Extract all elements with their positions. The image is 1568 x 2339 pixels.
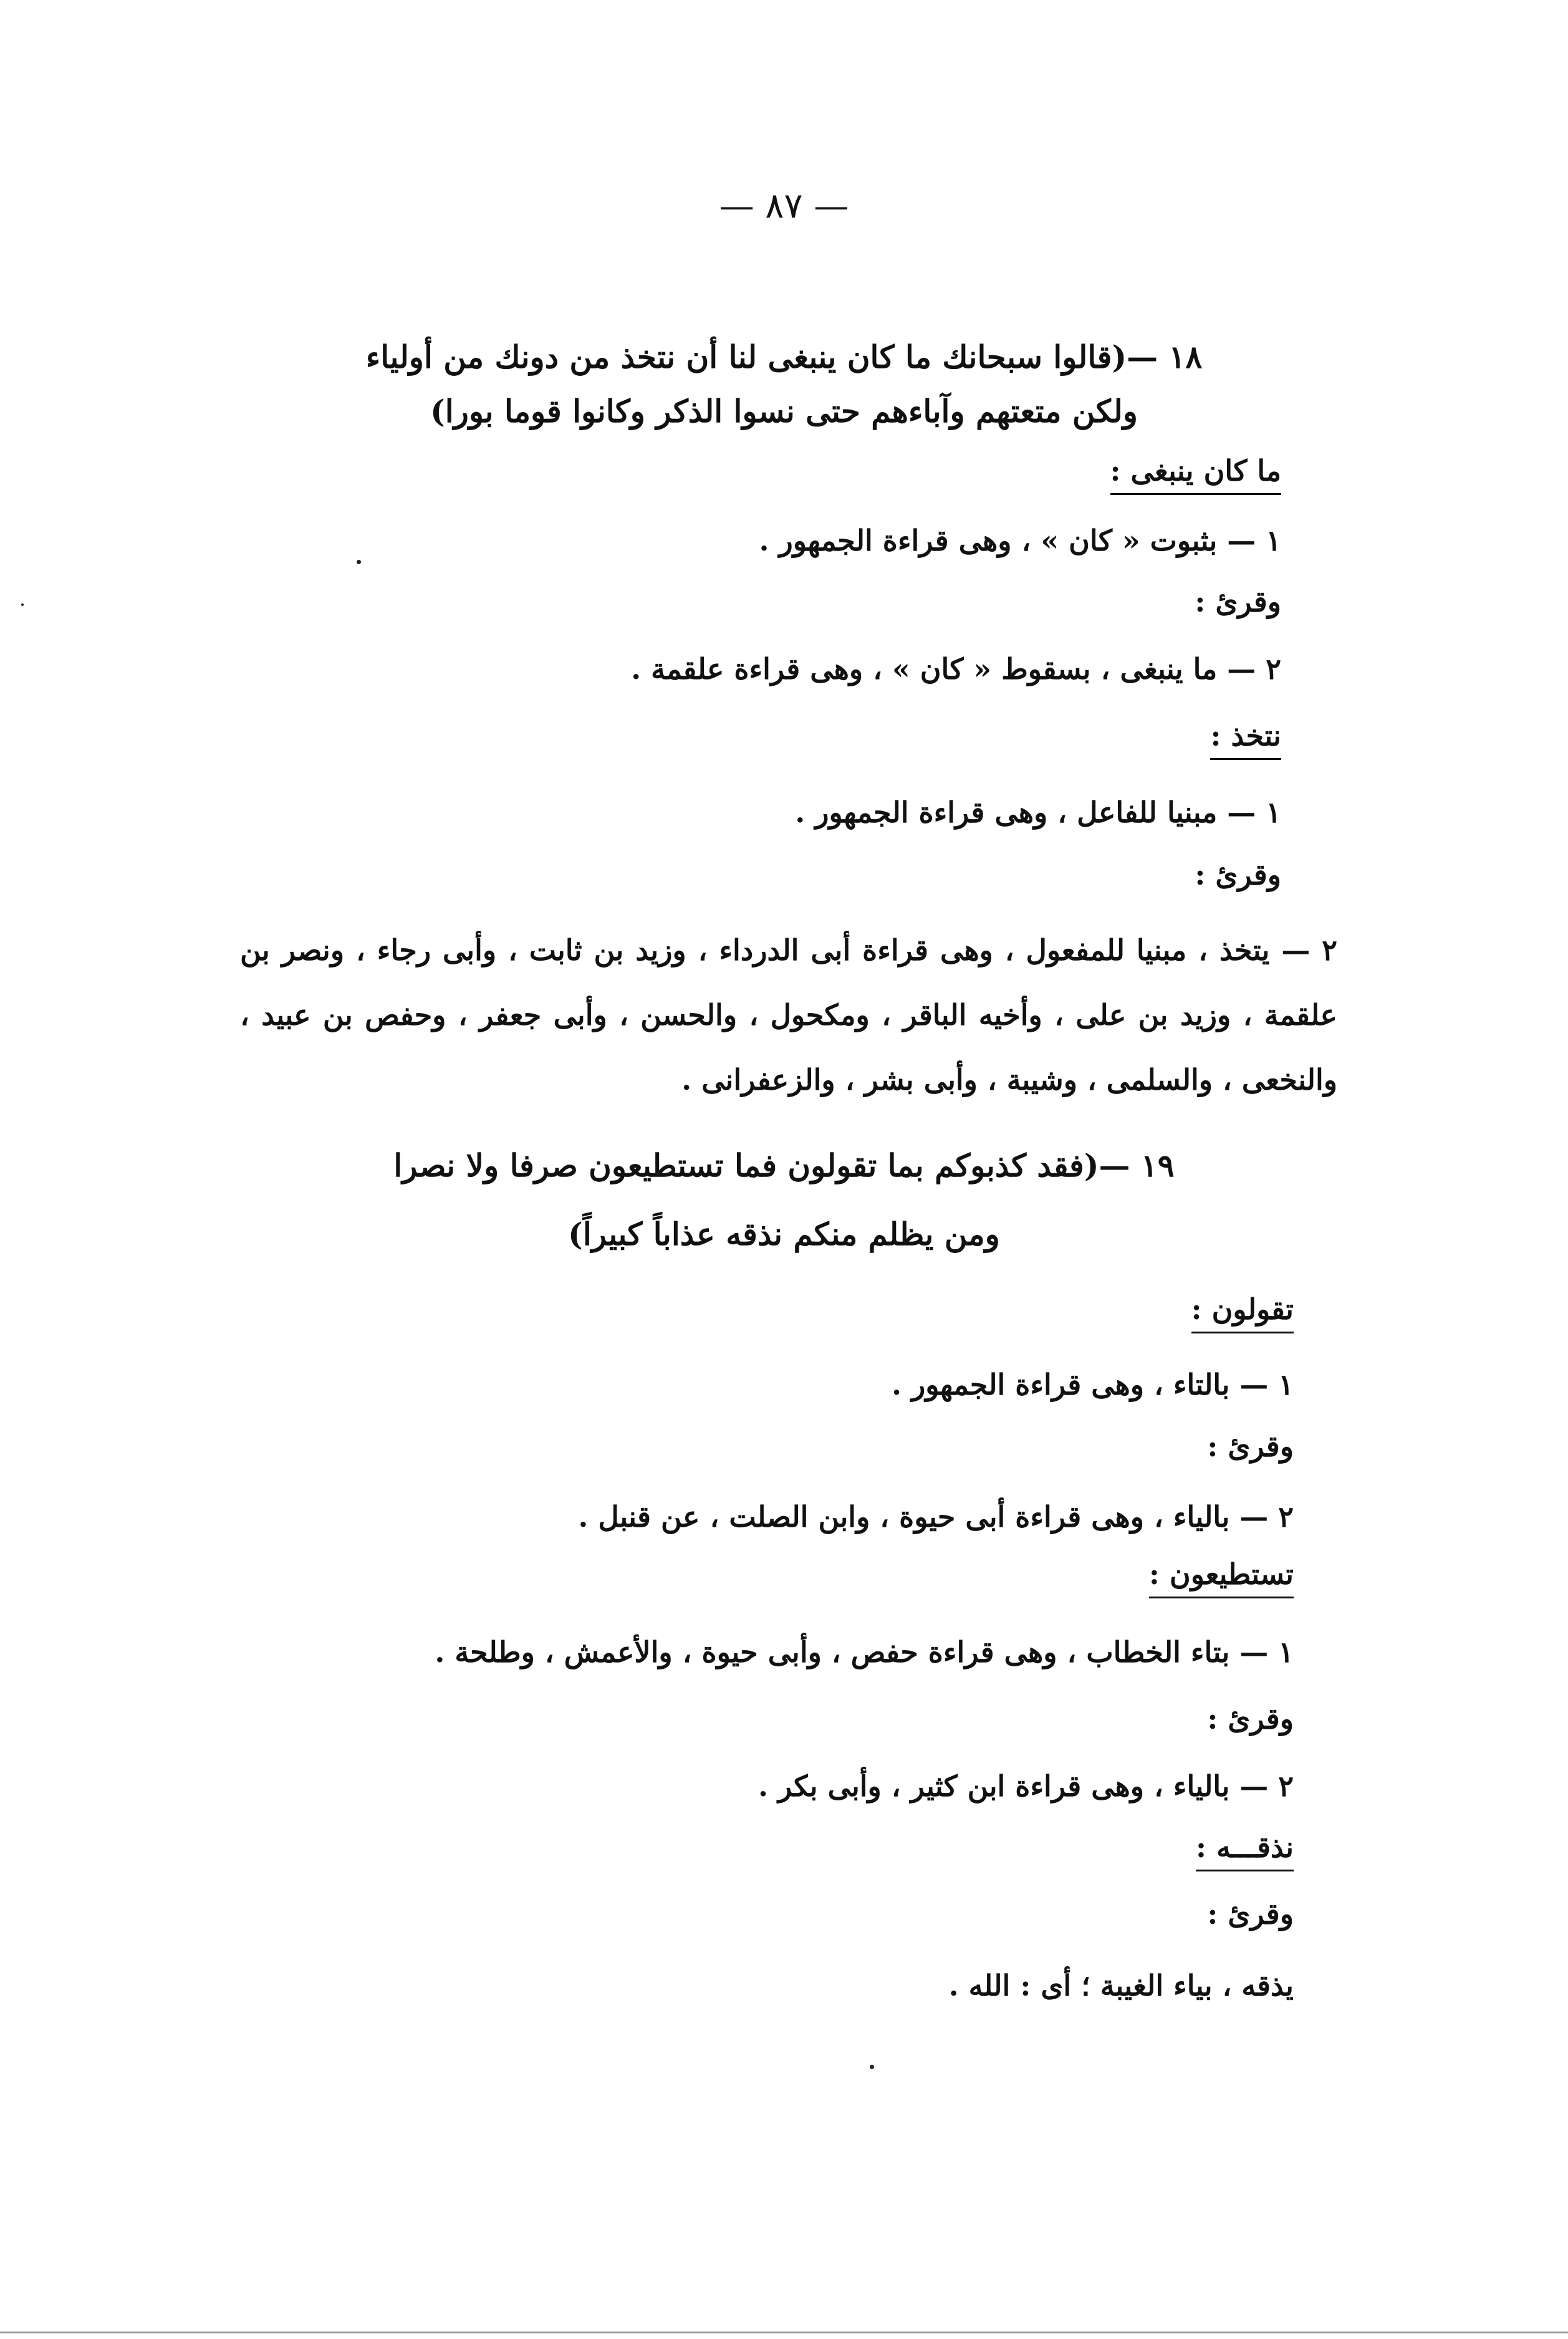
reading-item-2: ٢ — بالياء ، وهى قراءة أبى حيوة ، وابن الصلت ، عن قنبل . — [578, 1500, 1294, 1534]
also-read-label: وقرئ : — [1195, 585, 1281, 618]
reading-item-1: ١ — بتاء الخطاب ، وهى قراءة حفص ، وأبى حيوة ، والأعمش ، وطلحة . — [435, 1635, 1294, 1669]
also-read-label: وقرئ : — [1207, 1897, 1294, 1931]
section-heading-ma-kana: ما كان ينبغى : — [1110, 455, 1281, 495]
scan-speck — [357, 560, 361, 564]
reading-item-1: ١ — بثبوت « كان » ، وهى قراءة الجمهور . — [759, 524, 1281, 557]
page-bottom-border — [0, 2332, 1568, 2333]
scan-speck — [21, 603, 24, 606]
scan-speck — [870, 2065, 874, 2069]
reading-item-1: ١ — مبنيا للفاعل ، وهى قراءة الجمهور . — [795, 795, 1281, 829]
page-number: — ٨٧ — — [719, 186, 849, 226]
verse-19-line-1: ١٩ —(فقد كذبوكم بما تقولون فما تستطيعون صرفا ولا نصرا — [393, 1147, 1175, 1184]
section-heading-nudhiqhu: نذقـــه : — [1196, 1832, 1294, 1871]
verse-19-line-2: ومن يظلم منكم نذقه عذاباً كبيراً) — [568, 1216, 1000, 1252]
verse-18-line-2: ولكن متعتهم وآباءهم حتى نسوا الذكر وكانوا قوما بورا) — [430, 393, 1138, 430]
section-heading-nattakhidh: نتخذ : — [1210, 720, 1281, 760]
reading-item-1: ١ — بالتاء ، وهى قراءة الجمهور . — [892, 1368, 1294, 1401]
also-read-label: وقرئ : — [1195, 858, 1281, 891]
section-heading-tastatiun: تستطيعون : — [1149, 1559, 1294, 1598]
section-heading-taqulun: تقولون : — [1191, 1294, 1294, 1333]
also-read-label: وقرئ : — [1207, 1702, 1294, 1736]
reading-item-1: يذقه ، بياء الغيبة ؛ أى : الله . — [948, 1969, 1294, 2002]
reading-item-2-paragraph: ٢ — يتخذ ، مبنيا للمفعول ، وهى قراءة أبى الدرداء ، وزيد بن ثابت ، وأبى رجاء ، ونصر بن علقمة ، وزيد بن على ، وأخيه الباقر ، ومكحول ، والحسن ، وأبى جعفر ، وحفص بن عبيد ، والنخعى ، والسلمى ، وشيبة ، وأبى بشر ، والزعفرانى . — [240, 933, 1337, 1097]
reading-item-2: ٢ — ما ينبغى ، بسقوط « كان » ، وهى قراءة علقمة . — [631, 652, 1281, 686]
verse-18-line-1: ١٨ —(قالوا سبحانك ما كان ينبغى لنا أن نتخذ من دونك من أولياء — [365, 339, 1203, 375]
reading-item-2: ٢ — بالياء ، وهى قراءة ابن كثير ، وأبى بكر . — [758, 1769, 1294, 1803]
also-read-label: وقرئ : — [1207, 1429, 1294, 1463]
